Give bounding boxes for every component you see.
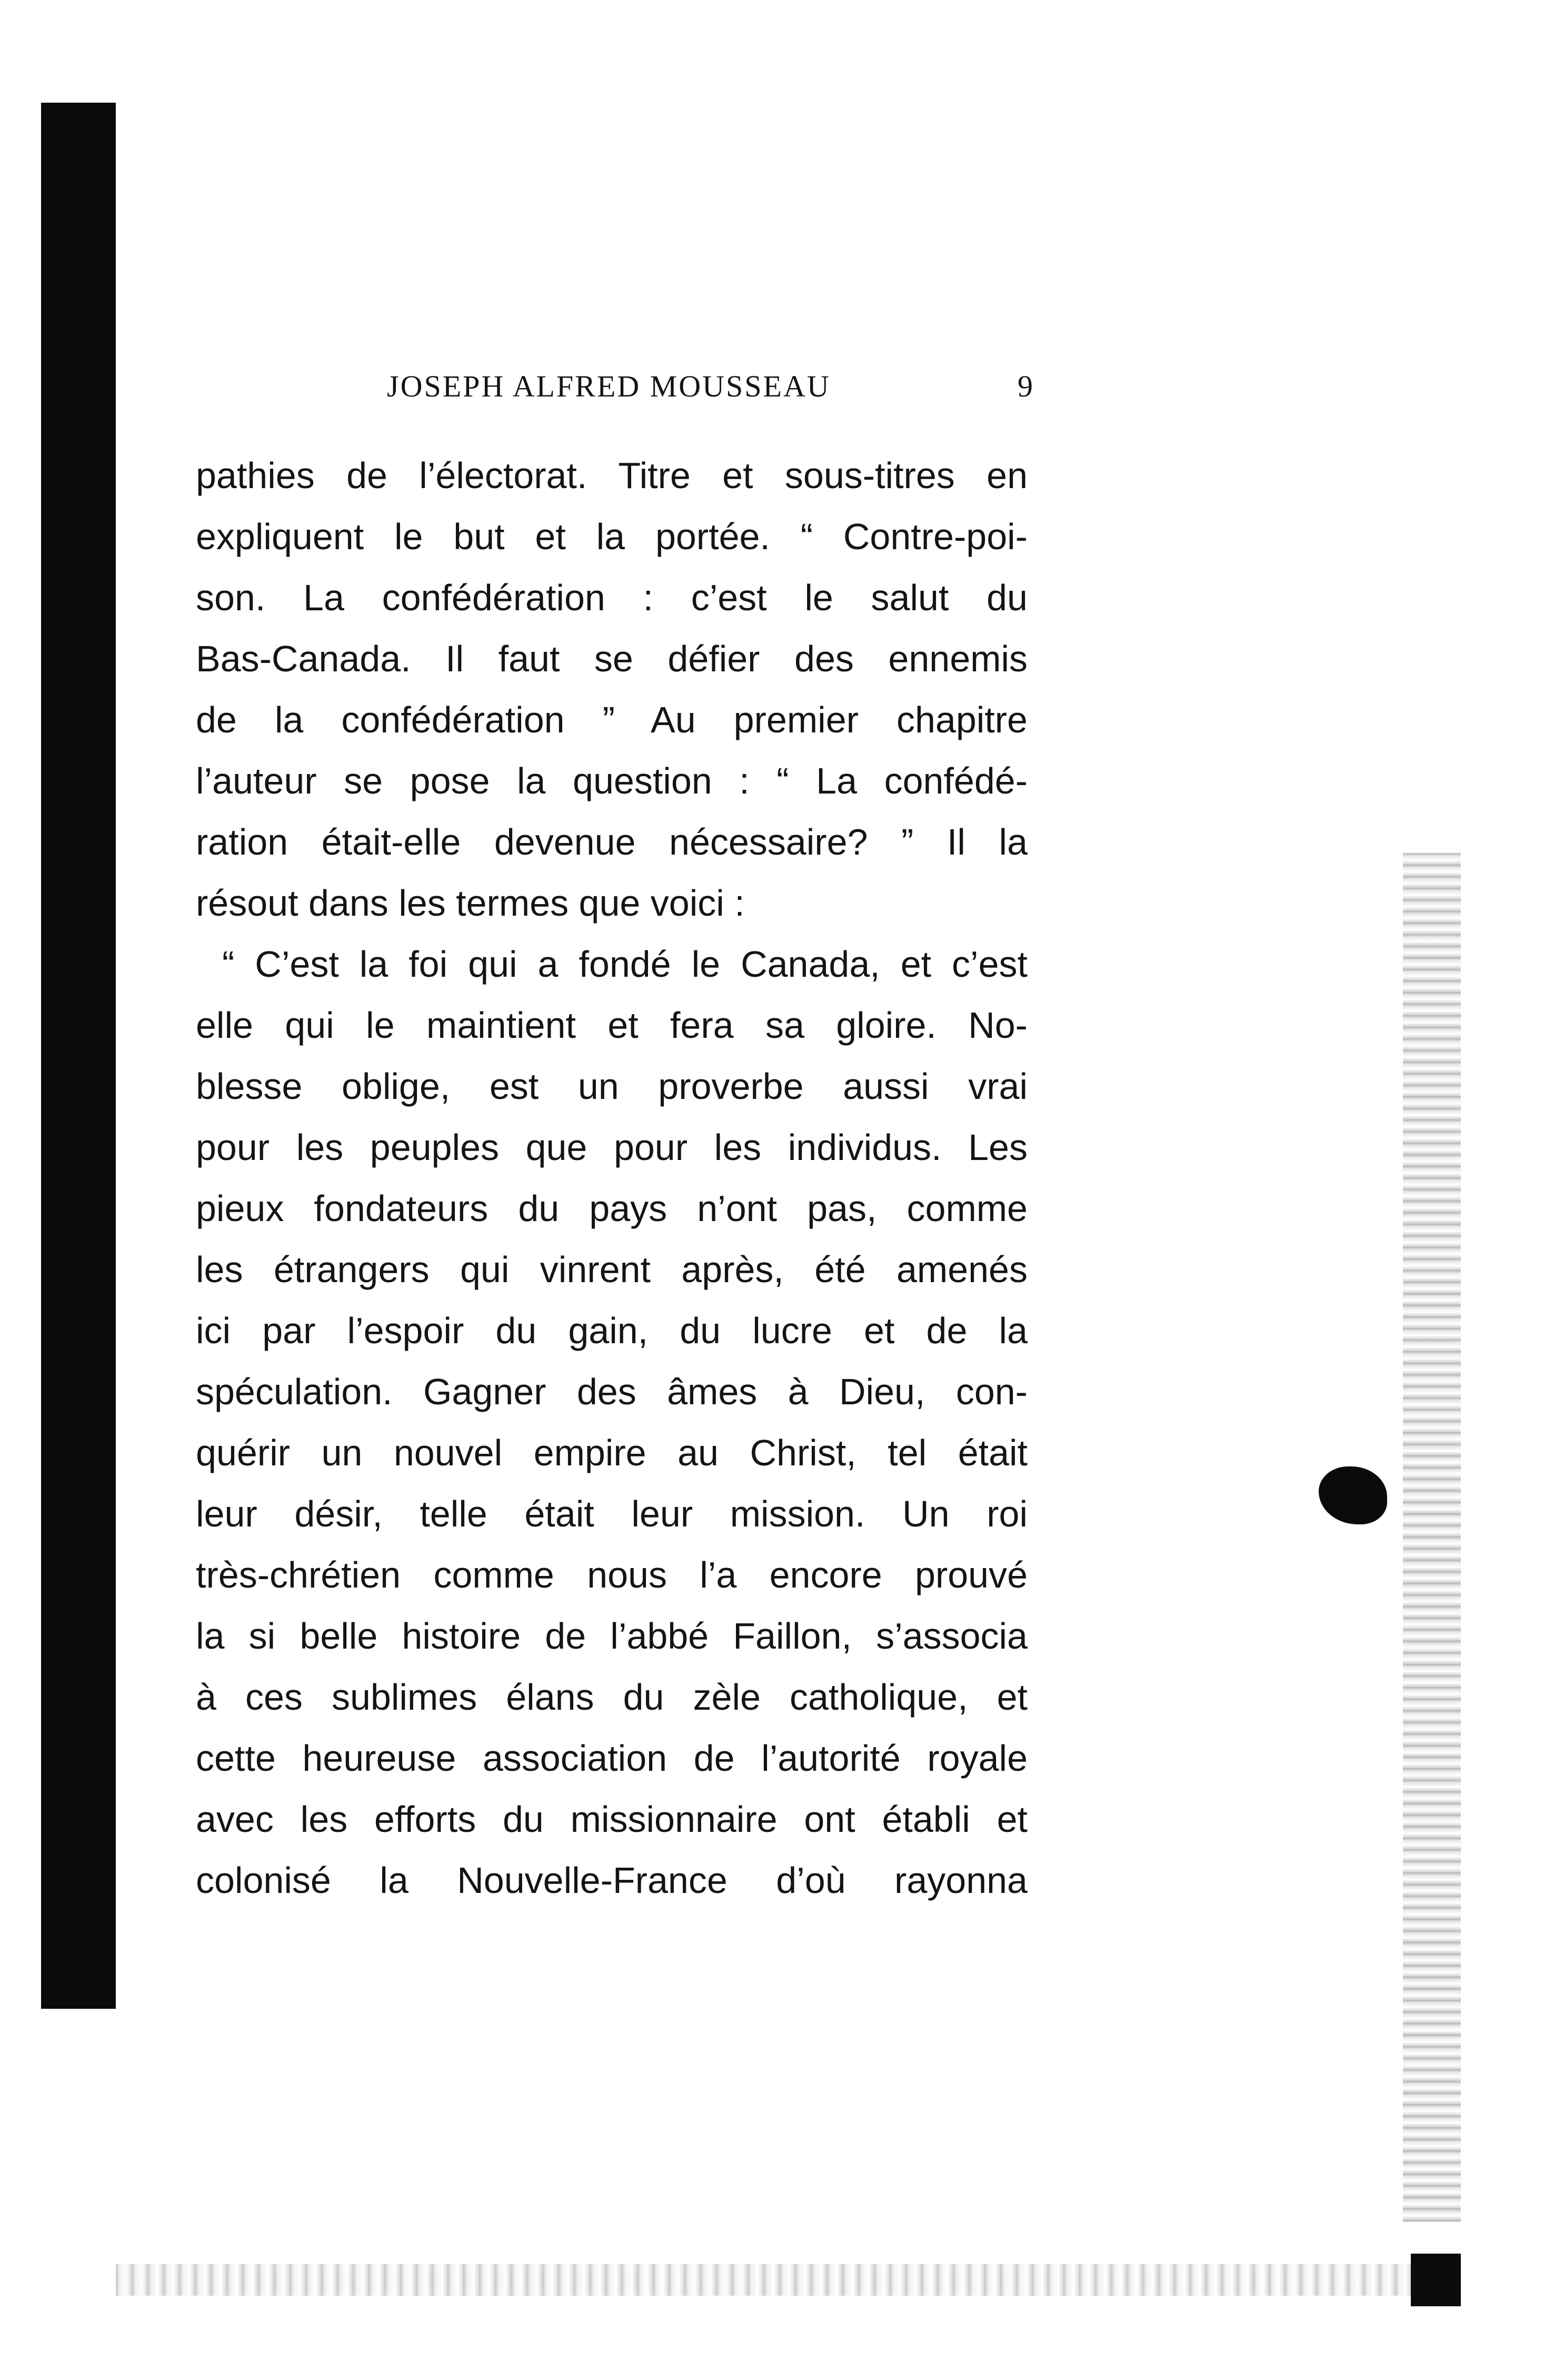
scan-edge-shadow bbox=[41, 103, 116, 2009]
text-line: résout dans les termes que voici : bbox=[196, 882, 745, 924]
text-line: pour les peuples que pour les individus. Les bbox=[196, 1127, 1028, 1168]
text-line: ici par l’espoir du gain, du lucre et de la bbox=[196, 1310, 1028, 1351]
text-line: Bas-Canada. Il faut se défier des ennemis bbox=[196, 638, 1028, 679]
running-head: JOSEPH ALFRED MOUSSEAU bbox=[387, 369, 831, 403]
text-line: ration était-elle devenue nécessaire? ” Il la bbox=[196, 821, 1028, 862]
text-line: “ C’est la foi qui a fondé le Canada, et c’est bbox=[222, 944, 1028, 985]
text-line: blesse oblige, est un proverbe aussi vrai bbox=[196, 1066, 1028, 1107]
text-line: leur désir, telle était leur mission. Un roi bbox=[196, 1493, 1028, 1534]
text-line: pieux fondateurs du pays n’ont pas, comme bbox=[196, 1188, 1028, 1229]
text-line: l’auteur se pose la question : “ La confédé- bbox=[196, 760, 1028, 801]
page-number: 9 bbox=[1018, 369, 1034, 403]
text-line: expliquent le but et la portée. “ Contre-poi- bbox=[196, 516, 1028, 557]
scan-noise-right bbox=[1403, 853, 1461, 2222]
ink-blot bbox=[1319, 1466, 1387, 1524]
text-line: quérir un nouvel empire au Christ, tel était bbox=[196, 1432, 1028, 1473]
text-line: cette heureuse association de l’autorité royale bbox=[196, 1738, 1028, 1779]
text-line: elle qui le maintient et fera sa gloire. No- bbox=[196, 1005, 1028, 1046]
scan-noise-bottom bbox=[116, 2264, 1416, 2296]
text-line: pathies de l’électorat. Titre et sous-titres en bbox=[196, 455, 1028, 496]
text-line: très-chrétien comme nous l’a encore prouvé bbox=[196, 1554, 1028, 1595]
scan-corner-mark bbox=[1411, 2254, 1461, 2306]
text-line: à ces sublimes élans du zèle catholique, et bbox=[196, 1677, 1028, 1718]
text-line: de la confédération ” Au premier chapitre bbox=[196, 699, 1028, 740]
text-line: son. La confédération : c’est le salut du bbox=[196, 577, 1028, 618]
body-text bbox=[196, 445, 1028, 1911]
text-line: colonisé la Nouvelle-France d’où rayonna bbox=[196, 1860, 1028, 1901]
page-header bbox=[387, 369, 1034, 411]
text-line: avec les efforts du missionnaire ont établi et bbox=[196, 1799, 1028, 1840]
text-line: les étrangers qui vinrent après, été amenés bbox=[196, 1249, 1028, 1290]
text-line: spéculation. Gagner des âmes à Dieu, con- bbox=[196, 1371, 1028, 1412]
text-line: la si belle histoire de l’abbé Faillon, s’associa bbox=[196, 1615, 1028, 1657]
